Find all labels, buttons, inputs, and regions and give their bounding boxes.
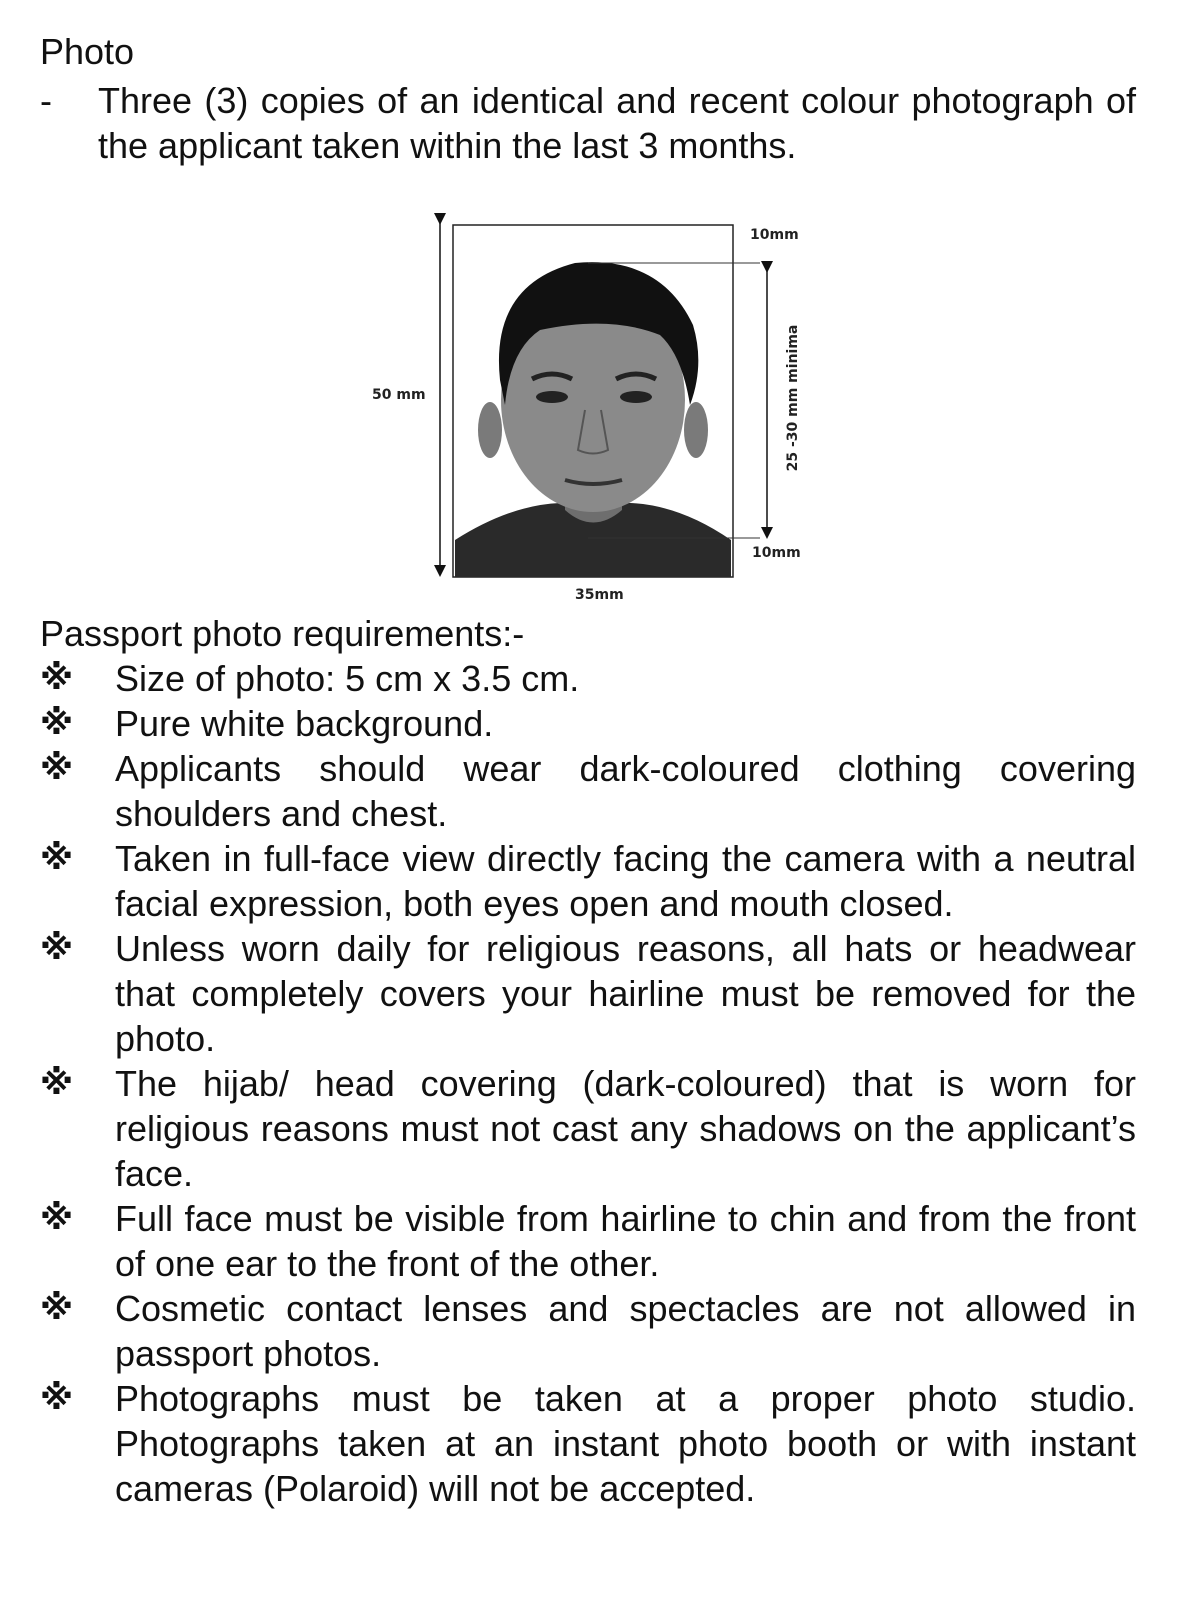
reference-mark-icon: ※ [40,703,74,743]
list-item-text: Full face must be visible from hairline to chin and from the front of one ear to the front of the other. [115,1198,1136,1284]
list-item [40,656,1136,701]
list-item [40,1286,1136,1376]
list-item [40,746,1136,836]
list-item [40,926,1136,1061]
intro-bullet: - [40,80,52,121]
reference-mark-icon: ※ [40,1288,74,1328]
reference-mark-icon: ※ [40,928,74,968]
reference-mark-icon: ※ [40,1063,74,1103]
top-margin-label: 10mm [750,227,799,243]
requirements-list [40,656,1136,1511]
list-item-text: Unless worn daily for religious reasons, all hats or headwear that completely covers your hairline must be removed for the photo. [115,928,1136,1059]
list-item [40,701,1136,746]
face-height-label: 25 -30 mm minima [785,324,801,472]
reference-mark-icon: ※ [40,838,74,878]
list-item-text: Cosmetic contact lenses and spectacles are not allowed in passport photos. [115,1288,1136,1374]
list-item-text: The hijab/ head covering (dark-coloured) that is worn for religious reasons must not cast any shadows on the applicant’s face. [115,1063,1136,1194]
list-item [40,836,1136,926]
intro-text: Three (3) copies of an identical and recent colour photograph of the applicant taken within the last 3 months. [98,80,1136,166]
reference-mark-icon: ※ [40,1378,74,1418]
bottom-margin-label: 10mm [752,545,801,561]
width-label: 35mm [575,587,624,603]
list-item-text: Pure white background. [115,703,494,744]
reference-mark-icon: ※ [40,748,74,788]
list-item-text: Taken in full-face view directly facing the camera with a neutral facial expression, both eyes open and mouth closed. [115,838,1136,924]
height-label: 50 mm [372,387,426,403]
section-heading: Photo [40,31,135,72]
intro-paragraph [40,78,1136,168]
list-item [40,1061,1136,1196]
passport-photo-diagram [360,205,820,615]
list-item-text: Photographs must be taken at a proper photo studio. Photographs taken at an instant photo booth or with instant cameras (Polaroid) will not be accepted. [115,1378,1136,1509]
diagram-graphic [360,205,820,615]
list-item [40,1376,1136,1511]
list-item-text: Size of photo: 5 cm x 3.5 cm. [115,658,580,699]
list-item-text: Applicants should wear dark-coloured clothing covering shoulders and chest. [115,748,1136,834]
reference-mark-icon: ※ [40,658,74,698]
requirements-title: Passport photo requirements:- [40,613,525,654]
list-item [40,1196,1136,1286]
reference-mark-icon: ※ [40,1198,74,1238]
